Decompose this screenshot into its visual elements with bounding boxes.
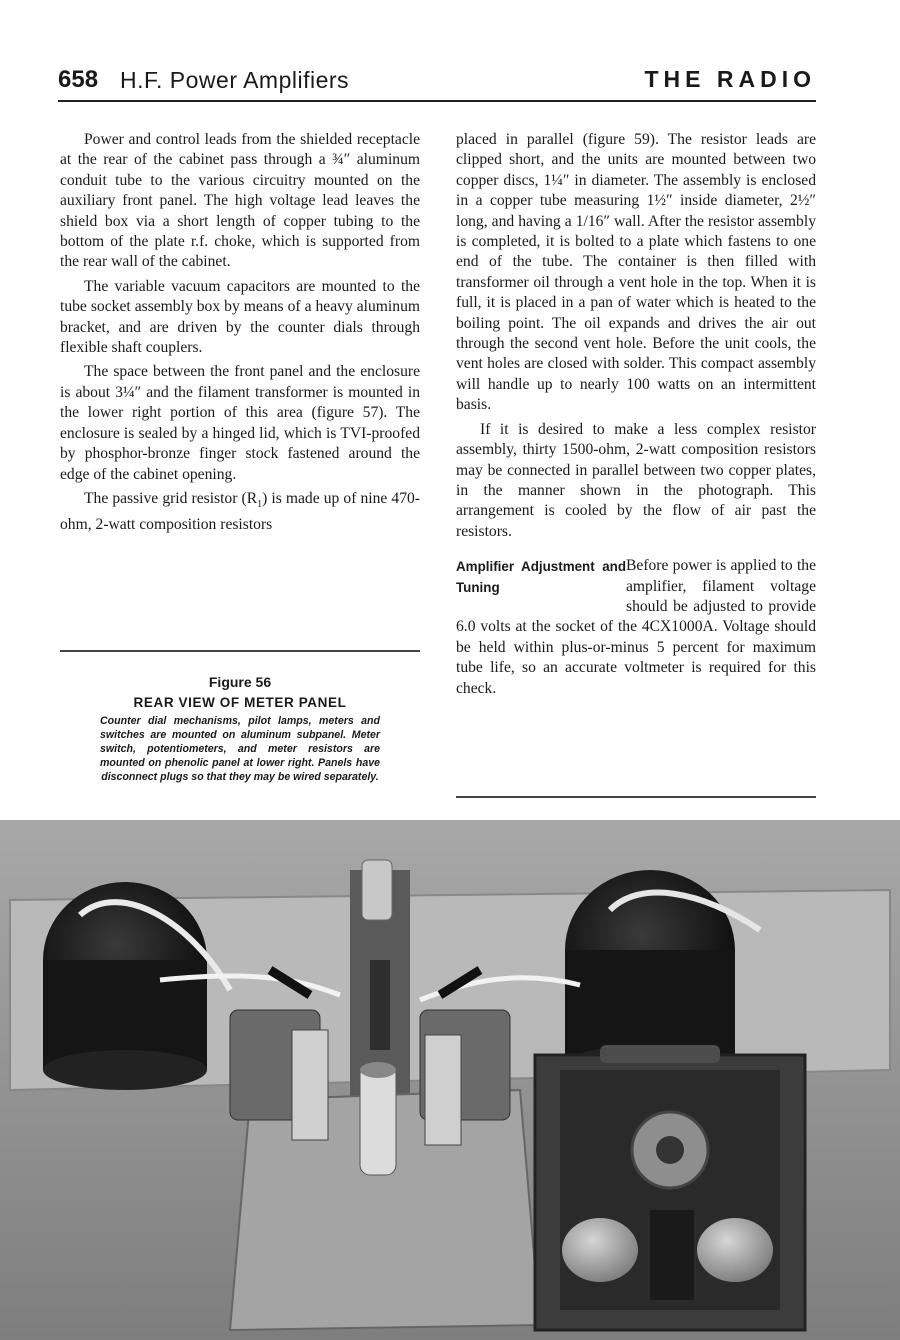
paragraph: placed in parallel (figure 59). The resistor leads are clipped short, and the units are mounted between two copper discs, 1¼″ in diameter. The assembly is enclosed in a copper tube measuring 1½″ inside diameter, 2½″ long, and having a 1/16″ wall. After the resistor assembly is completed, it is bolted to a plate which fastens to one end of the tube. The container is then filled with transformer oil through a vent hole in the top. When it is full, it is placed in a pan of water which is heated to the boiling point. The oil expands and drives the air out through the second vent hole. Before the unit cools, the vent holes are closed with solder. This compact assembly will handle up to nearly 100 watts on an intermittent basis. [456,131,816,414]
figure-caption [100,674,380,784]
page-number: 658 [58,66,99,93]
text-run: ) is made up of nine 470-ohm, 2-watt composition resistors [60,489,420,534]
page-header [58,64,816,102]
text-run: The passive grid resistor (R [84,489,258,507]
section [456,556,816,699]
right-column [456,130,816,703]
paragraph: The space between the front panel and the enclosure is about 3¼″ and the filament transformer is mounted in the lower right portion of this area (figure 57). The enclosure is sealed by a hinged lid, which is TVI-proofed by phosphor-bronze finger stock fastened around the edge of the cabinet opening. [60,363,420,483]
caption-top-rule [60,650,420,652]
paragraph: The variable vacuum capacitors are mounted to the tube socket assembly box by means of a heavy aluminum bracket, and are driven by the counter dials through flexible shaft couplers. [60,277,420,357]
paragraph [60,489,420,536]
left-column [60,130,420,540]
figure-description: Counter dial mechanisms, pilot lamps, meters and switches are mounted on aluminum subpanel. Meter switch, potentiometers, and meter resistors are mounted on phenolic panel at lower right. Panels have disconnect plugs so that they may be wired separately. [100,715,380,783]
column-bottom-rule [456,796,816,798]
subscript: 1 [257,499,263,511]
photograph [0,820,900,1340]
photo-illustration [0,820,900,1340]
paragraph: If it is desired to make a less complex resistor assembly, thirty 1500-ohm, 2-watt composition resistors may be connected in parallel between two copper plates, in the manner shown in the photograph. This arrangement is cooled by the flow of air past the resistors. [456,420,816,540]
chapter-title: H.F. Power Amplifiers [120,67,350,93]
paragraph: Power and control leads from the shielded receptacle at the rear of the cabinet pass through a ¾″ aluminum conduit tube to the various circuitry mounted on the auxiliary front panel. The high voltage lead leaves the shield box via a short length of copper tubing to the bottom of the plate r.f. choke, which is supported from the rear wall of the cabinet. [60,131,420,271]
paragraph: Before power is applied to the amplifier, filament voltage should be adjusted to provide 6.0 volts at the socket of the 4CX1000A. Voltage should be held within plus-or-minus 5 percent for maximum tube life, so an accurate voltmeter is required for this check. [456,557,816,697]
figure-number: Figure 56 [208,674,272,690]
book-title: THE RADIO [644,66,816,92]
section-heading: Amplifier Adjustment and Tuning [456,559,626,596]
figure-title: REAR VIEW OF METER PANEL [133,695,347,710]
